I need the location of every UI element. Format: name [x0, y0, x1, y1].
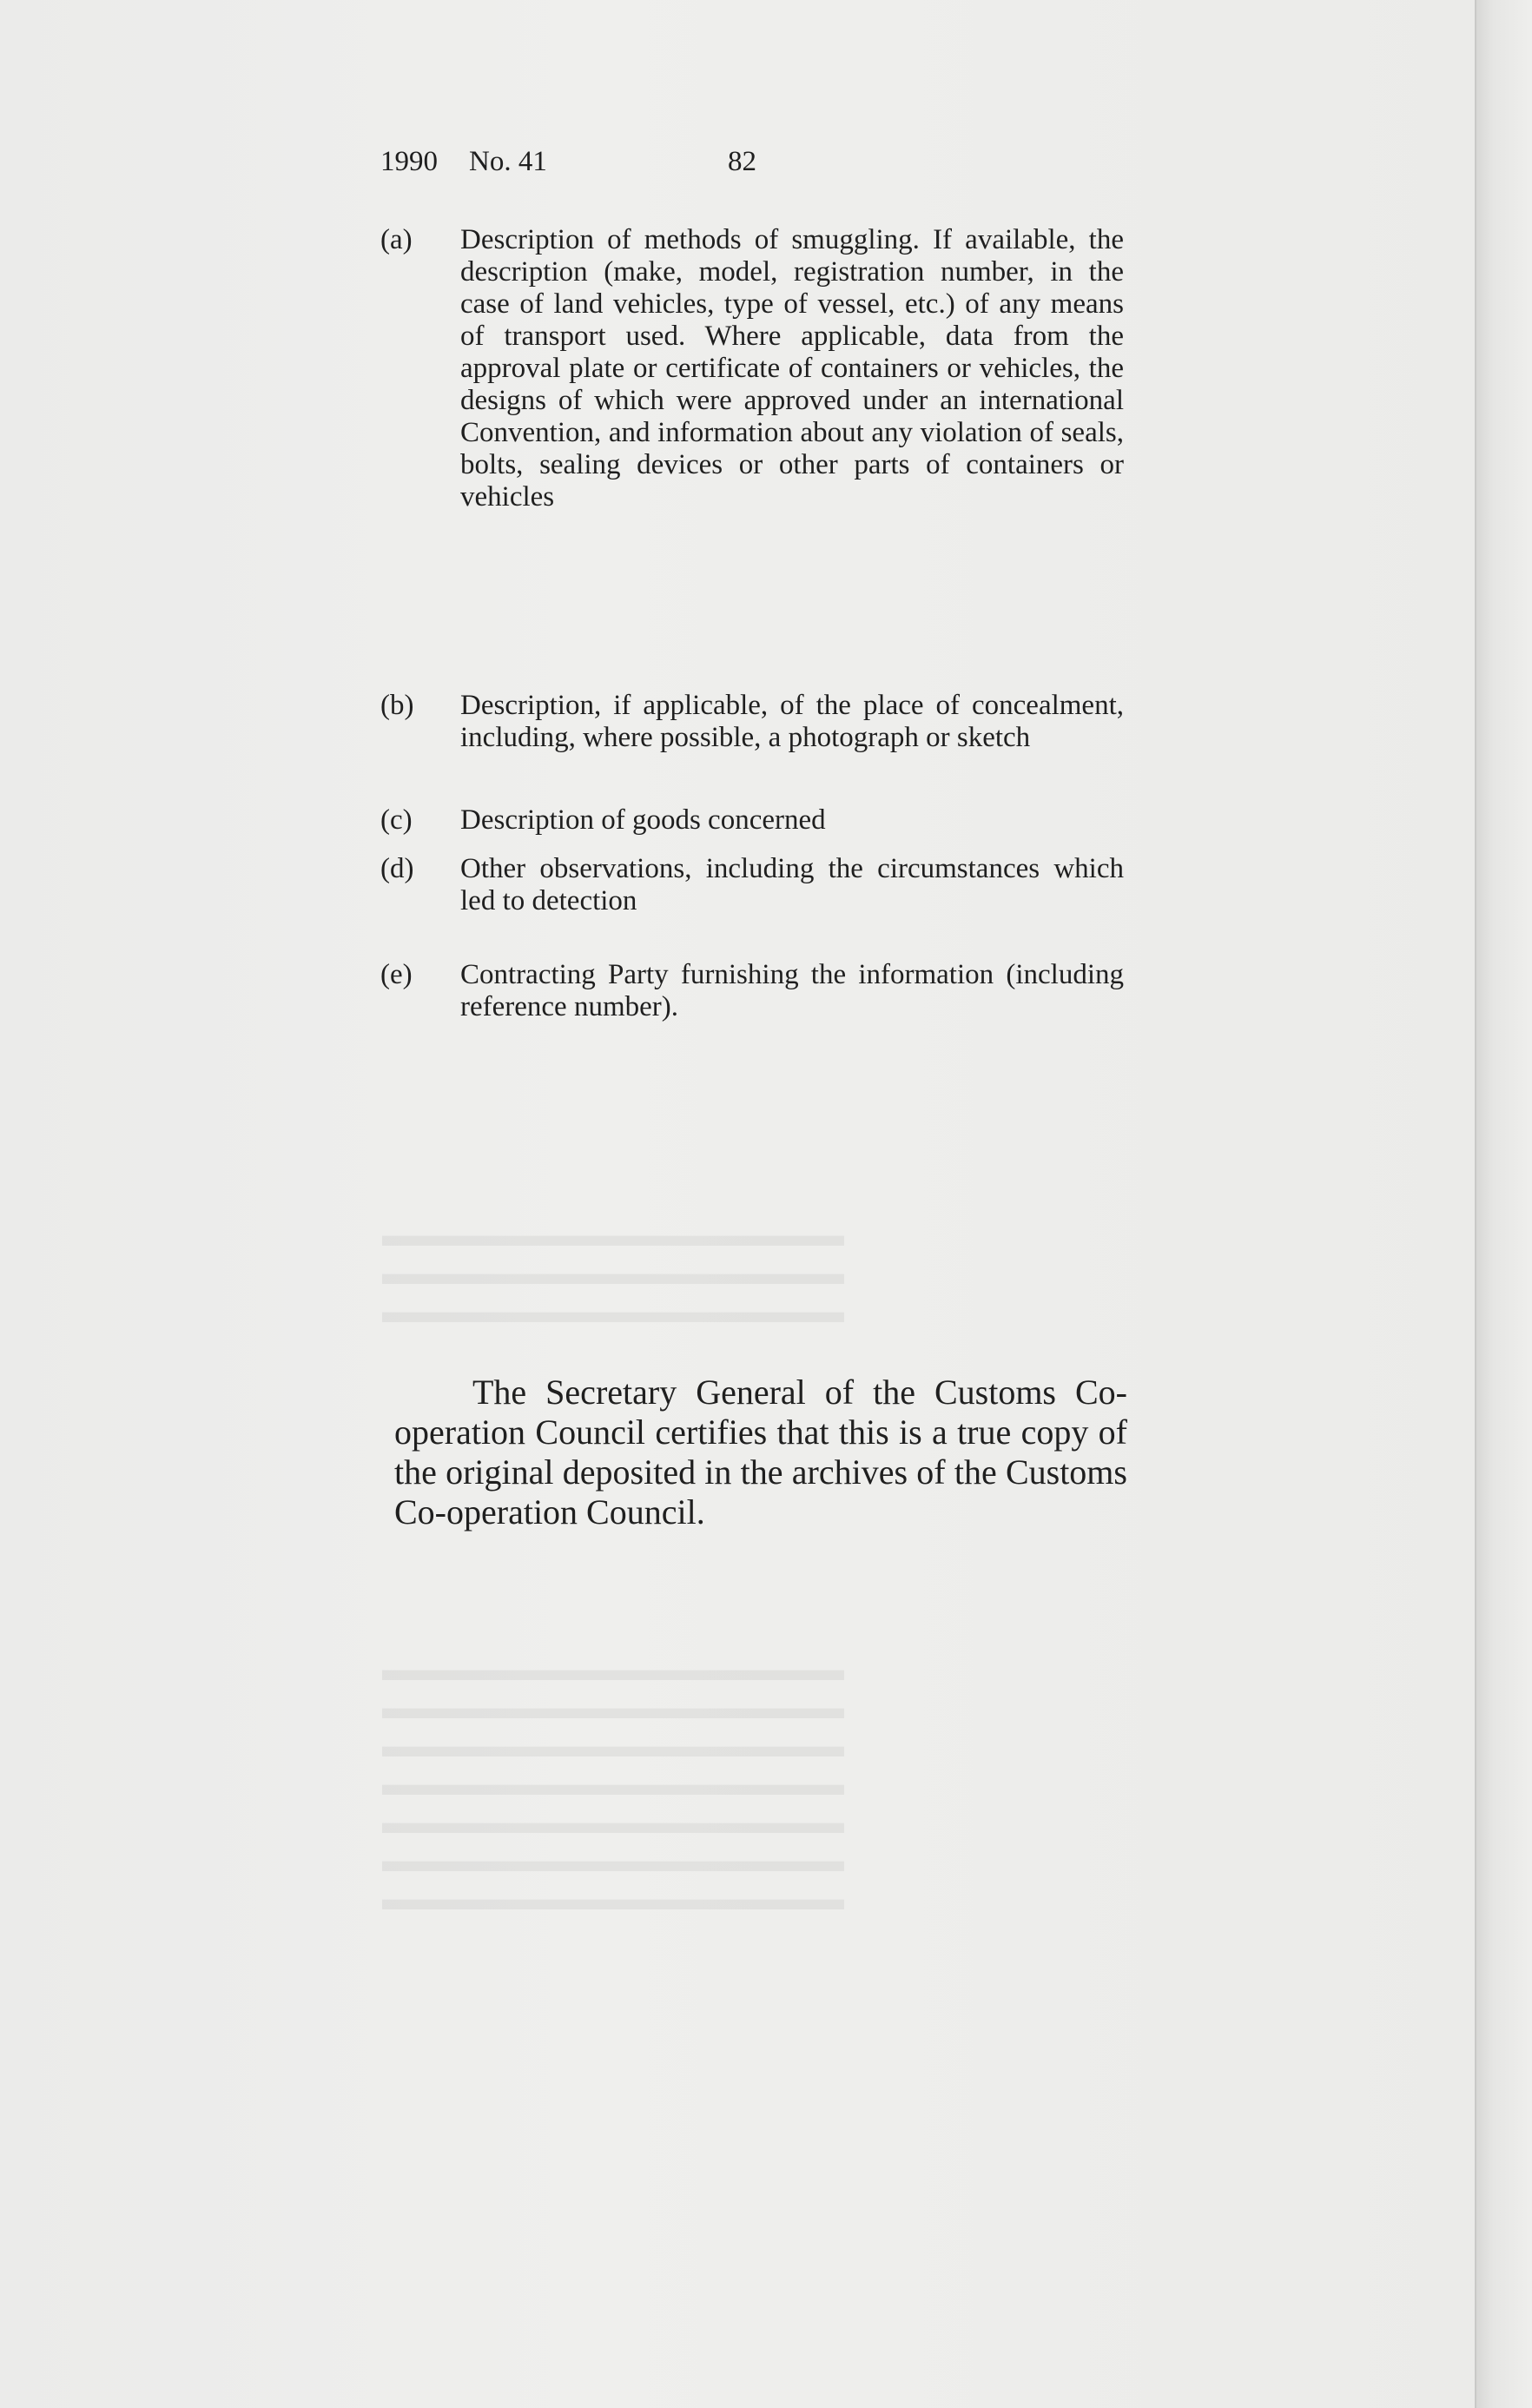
list-item	[380, 853, 1124, 917]
page-edge	[1475, 0, 1532, 2408]
item-label: (a)	[380, 224, 413, 255]
item-label: (c)	[380, 804, 413, 836]
item-label: (e)	[380, 959, 413, 990]
certification-paragraph: The Secretary General of the Customs Co-operation Council certifies that this is a true copy of the original deposited in the archives of the Customs Co-operation Council.	[394, 1373, 1127, 1531]
item-label: (d)	[380, 853, 414, 884]
list-item	[380, 959, 1124, 1023]
page-header	[380, 146, 832, 178]
item-text: Contracting Party furnishing the information (including reference number).	[460, 959, 1124, 1022]
item-label: (b)	[380, 690, 414, 721]
item-text: Description of goods concerned	[460, 804, 826, 836]
list-item	[380, 804, 1124, 837]
item-text: Description of methods of smuggling. If available, the description (make, model, registration number, in the case of land vehicles, type of vessel, etc.) of any means of transport used. Where applicable, data from the approval plate or certificate of containers or vehicles, the designs of which were approved under an international Convention, and information about any violation of seals, bolts, sealing devices or other parts of containers or vehicles	[460, 224, 1124, 513]
show-through-texture: ▬▬▬▬▬▬▬▬▬▬▬▬▬▬ ▬▬▬▬▬▬▬▬▬▬▬▬▬▬ ▬▬▬▬▬▬▬▬▬▬▬▬▬▬ ▬▬▬▬▬▬▬▬▬▬▬▬▬▬ ▬▬▬▬▬▬▬▬▬▬▬▬▬▬ ▬▬▬▬▬▬▬▬▬▬▬▬▬▬ ▬▬▬▬▬▬▬▬▬▬▬▬▬▬	[382, 1651, 844, 1917]
header-year: 1990	[380, 146, 438, 177]
page-number: 82	[728, 146, 756, 177]
item-text: Description, if applicable, of the place of concealment, including, where possible, a photograph or sketch	[460, 690, 1124, 753]
item-text: Other observations, including the circumstances which led to detection	[460, 853, 1124, 916]
header-number: No. 41	[469, 146, 547, 177]
list-item	[380, 224, 1124, 513]
list-item	[380, 690, 1124, 754]
show-through-texture: ▬▬▬▬▬▬▬▬▬▬▬▬▬▬ ▬▬▬▬▬▬▬▬▬▬▬▬▬▬ ▬▬▬▬▬▬▬▬▬▬▬▬▬▬	[382, 1217, 844, 1330]
